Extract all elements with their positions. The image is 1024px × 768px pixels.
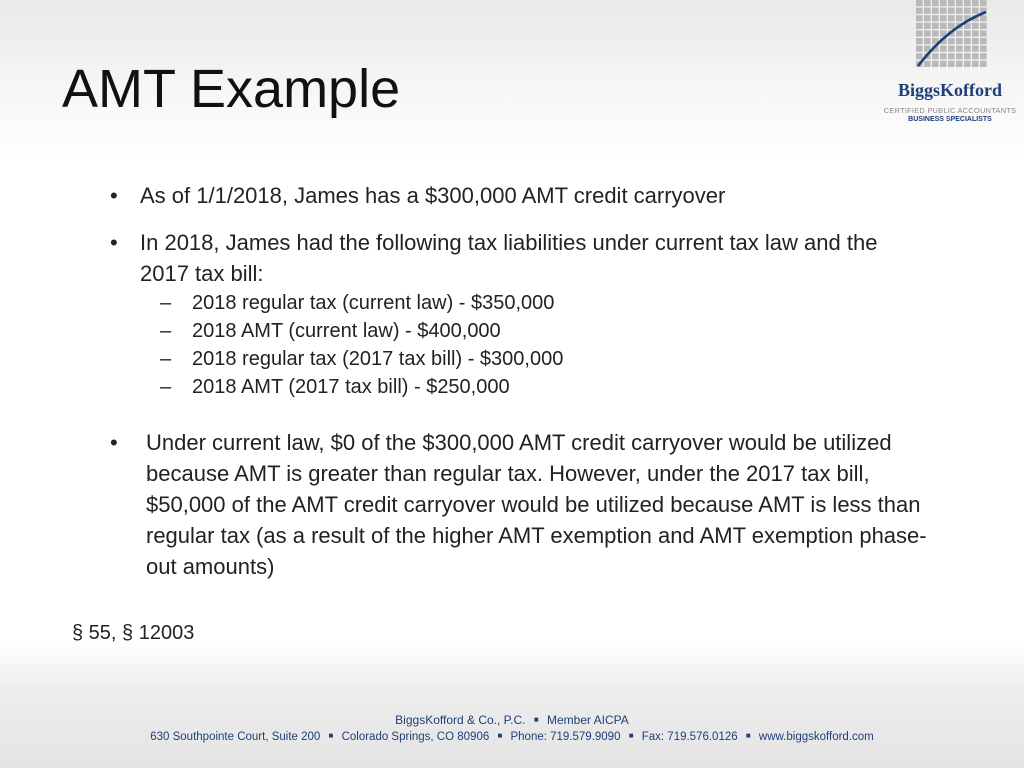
- logo-grid-cell: [964, 46, 971, 52]
- dash-icon: –: [160, 348, 172, 370]
- logo-grid-cell: [964, 61, 971, 67]
- bullet-icon: •: [110, 430, 118, 455]
- bullet-icon: •: [110, 230, 118, 255]
- logo-grid-cell: [972, 8, 979, 14]
- logo-grid-cell: [932, 53, 939, 59]
- logo-grid-cell: [980, 30, 987, 36]
- separator-icon: ■: [533, 715, 539, 724]
- slide-title: AMT Example: [62, 59, 401, 119]
- logo-grid-cell: [940, 8, 947, 14]
- footer-firm: BiggsKofford & Co., P.C.: [395, 713, 526, 727]
- logo-name: BiggsKofford: [897, 80, 1002, 100]
- footer-firm-line: [0, 713, 1024, 727]
- footer-background: [0, 640, 1024, 768]
- logo-grid-cell: [980, 0, 987, 6]
- logo-grid-cell: [916, 46, 923, 52]
- logo-grid-cell: [972, 53, 979, 59]
- dash-icon: –: [160, 292, 172, 314]
- logo-grid-cell: [964, 8, 971, 14]
- logo-grid-cell: [980, 53, 987, 59]
- bullet-text: As of 1/1/2018, James has a $300,000 AMT credit carryover: [140, 183, 726, 208]
- logo-grid-cell: [948, 8, 955, 14]
- logo-grid-cell: [924, 30, 931, 36]
- logo-grid-cell: [924, 38, 931, 44]
- logo-grid-cell: [980, 15, 987, 21]
- logo-grid-cell: [980, 38, 987, 44]
- bullet-text: In 2018, James had the following tax liabilities under current tax law and the 2017 tax bill:: [140, 230, 878, 286]
- section-reference: § 55, § 12003: [72, 622, 195, 644]
- logo-grid-cell: [948, 53, 955, 59]
- separator-icon: ■: [745, 731, 751, 740]
- logo-grid-cell: [964, 0, 971, 6]
- dash-icon: –: [160, 376, 172, 398]
- logo-grid-cell: [972, 30, 979, 36]
- logo-grid-cell: [924, 61, 931, 67]
- logo-grid-cell: [964, 53, 971, 59]
- logo-grid-cell: [956, 8, 963, 14]
- sub-bullet-text: 2018 regular tax (2017 tax bill) - $300,000: [192, 348, 564, 370]
- logo-grid-cell: [916, 23, 923, 29]
- sub-bullet-item: [110, 345, 930, 373]
- slide-content: [110, 180, 930, 582]
- logo-grid-cell: [916, 30, 923, 36]
- bullet-icon: •: [110, 183, 118, 208]
- logo-grid-cell: [940, 53, 947, 59]
- logo-grid-cell: [948, 0, 955, 6]
- logo-grid-cell: [956, 15, 963, 21]
- logo-grid-cell: [948, 23, 955, 29]
- logo-grid-cell: [940, 61, 947, 67]
- bullet-text: Under current law, $0 of the $300,000 AMT credit carryover would be utilized because AMT is greater than regular tax. However, under the 2017 tax bill, $50,000 of the AMT credit carryover would be utilized because AMT is less than regular tax (as a result of the higher AMT exemption and AMT exemption phase-out amounts): [146, 430, 927, 579]
- logo-grid-cell: [932, 0, 939, 6]
- logo-grid-cell: [932, 15, 939, 21]
- footer-contact-line: [0, 731, 1024, 743]
- logo-subtagline: BUSINESS SPECIALISTS: [908, 116, 992, 123]
- company-logo: [876, 0, 1024, 130]
- logo-grid-cell: [964, 30, 971, 36]
- logo-grid-cell: [964, 38, 971, 44]
- logo-grid-cell: [956, 38, 963, 44]
- logo-grid-cell: [956, 0, 963, 6]
- logo-grid-cell: [940, 15, 947, 21]
- footer-website[interactable]: www.biggskofford.com: [758, 731, 874, 743]
- logo-grid-cell: [956, 61, 963, 67]
- sub-bullet-text: 2018 regular tax (current law) - $350,000: [192, 292, 555, 314]
- logo-grid-cell: [980, 23, 987, 29]
- logo-grid-cell: [940, 0, 947, 6]
- logo-grid-cell: [916, 38, 923, 44]
- logo-grid-cell: [940, 23, 947, 29]
- logo-grid-cell: [924, 8, 931, 14]
- logo-grid-cell: [948, 15, 955, 21]
- separator-icon: ■: [328, 731, 334, 740]
- logo-grid-cell: [972, 61, 979, 67]
- logo-grid-cell: [948, 38, 955, 44]
- logo-grid-cell: [972, 23, 979, 29]
- logo-grid-cell: [956, 30, 963, 36]
- logo-grid-cell: [972, 38, 979, 44]
- logo-grid-cell: [916, 0, 923, 6]
- logo-grid-cell: [956, 53, 963, 59]
- logo-grid-cell: [956, 46, 963, 52]
- sub-bullet-text: 2018 AMT (current law) - $400,000: [192, 320, 501, 342]
- logo-tagline: CERTIFIED PUBLIC ACCOUNTANTS: [883, 106, 1017, 115]
- logo-grid-cell: [932, 30, 939, 36]
- logo-grid-cell: [916, 15, 923, 21]
- logo-grid-cell: [924, 23, 931, 29]
- footer-city: Colorado Springs, CO 80906: [341, 731, 490, 743]
- logo-grid-cell: [980, 61, 987, 67]
- logo-grid-cell: [916, 8, 923, 14]
- logo-grid-cell: [948, 46, 955, 52]
- logo-grid-cell: [932, 61, 939, 67]
- logo-grid-cell: [932, 23, 939, 29]
- sub-bullet-text: 2018 AMT (2017 tax bill) - $250,000: [192, 376, 510, 398]
- logo-grid-graphic: [916, 0, 988, 70]
- logo-grid-cell: [948, 61, 955, 67]
- logo-grid-cell: [972, 46, 979, 52]
- footer-fax: Fax: 719.576.0126: [641, 731, 738, 743]
- bullet-item: [110, 227, 930, 289]
- sub-bullet-item: [110, 289, 930, 317]
- separator-icon: ■: [628, 731, 634, 740]
- separator-icon: ■: [497, 731, 503, 740]
- sub-bullet-item: [110, 373, 930, 401]
- footer-member: Member AICPA: [547, 713, 629, 727]
- logo-grid-cell: [924, 15, 931, 21]
- bullet-item: [110, 427, 930, 582]
- footer-phone: Phone: 719.579.9090: [510, 731, 621, 743]
- bullet-item: [110, 180, 930, 211]
- logo-grid-cell: [980, 46, 987, 52]
- logo-grid-cell: [924, 0, 931, 6]
- logo-grid-cell: [932, 8, 939, 14]
- sub-bullet-list: [110, 289, 930, 401]
- sub-bullet-item: [110, 317, 930, 345]
- logo-grid-cell: [972, 0, 979, 6]
- dash-icon: –: [160, 320, 172, 342]
- logo-grid-cell: [940, 46, 947, 52]
- logo-grid-cell: [916, 53, 923, 59]
- footer-address: 630 Southpointe Court, Suite 200: [150, 731, 321, 743]
